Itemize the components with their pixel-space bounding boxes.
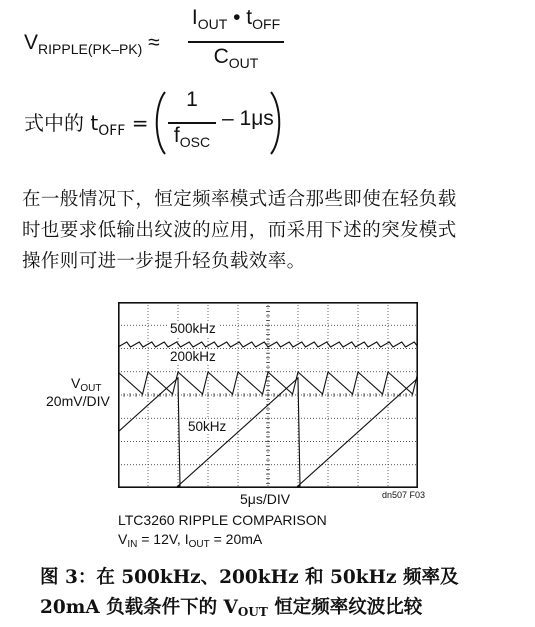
time-scale-label: 5μs/DIV [240, 491, 291, 507]
approx-sign: ≈ [148, 31, 160, 54]
paragraph-line-2: 时也要求低输出纹波的应用，而采用下述的突发模式 [22, 220, 457, 241]
paragraph-line-1: 在一般情况下，恒定频率模式适合那些即使在轻负载 [22, 189, 457, 210]
label-500khz: 500kHz [170, 321, 216, 336]
ripple-var-sub: RIPPLE(PK–PK) [38, 41, 143, 57]
ripple-fraction-bar [188, 41, 284, 43]
toff-equation [24, 107, 148, 139]
caption-line-1: 图 3：在 500kHz、200kHz 和 50kHz 频率及 [40, 567, 459, 588]
toff-prefix-sub: OFF [98, 123, 126, 139]
caption-line-2-sub: OUT [237, 605, 268, 619]
cond-iout-val: = 20mA [209, 531, 263, 547]
label-200khz: 200kHz [170, 349, 216, 364]
cond-vin-val: = 12V, I [137, 531, 189, 547]
figure-caption [40, 563, 458, 627]
toff-denominator [166, 124, 218, 150]
ripple-denominator [186, 45, 286, 71]
toff-numerator-one: 1 [186, 88, 198, 111]
ripple-equation [24, 31, 160, 57]
numerator-i-sub: OUT [197, 16, 228, 32]
toff-prefix: 式中的 t [24, 111, 99, 135]
vout-var: V [71, 375, 81, 391]
figure-code: dn507 F03 [382, 490, 426, 500]
ripple-var: V [24, 31, 39, 54]
caption-line-2 [40, 593, 458, 627]
ripple-numerator [186, 6, 286, 32]
denominator-f: f [173, 124, 180, 147]
scope-title: LTC3260 RIPPLE COMPARISON [118, 512, 327, 528]
numerator-t: t [246, 6, 253, 29]
toff-minus-term: – 1μs [222, 107, 274, 130]
cond-vin-sub: IN [127, 539, 138, 550]
denominator-f-sub: OSC [179, 134, 211, 150]
numerator-i: I [191, 6, 198, 29]
oscilloscope-plot [118, 302, 418, 488]
toff-numerator [166, 88, 218, 112]
vertical-scale-label: 20mV/DIV [46, 393, 110, 409]
caption-line-2-post: 恒定频率纹波比较 [267, 597, 423, 618]
cond-vin: V [118, 531, 128, 547]
denominator-c: C [213, 45, 229, 68]
body-paragraph [22, 184, 522, 277]
equals-sign: = [131, 111, 149, 135]
multiply-dot: • [233, 6, 241, 29]
vout-axis-label [71, 375, 101, 394]
label-50khz: 50kHz [188, 419, 227, 434]
paragraph-line-3: 操作则可进一步提升轻负载效率。 [22, 251, 306, 272]
cond-iout-sub: OUT [188, 539, 210, 550]
paren-right [268, 90, 284, 156]
numerator-t-sub: OFF [252, 16, 281, 32]
denominator-c-sub: OUT [228, 55, 259, 71]
vout-sub: OUT [80, 383, 102, 394]
scope-grid [118, 302, 418, 488]
scope-conditions [118, 531, 262, 550]
caption-line-2-pre: 20mA 负载条件下的 V [40, 597, 238, 618]
